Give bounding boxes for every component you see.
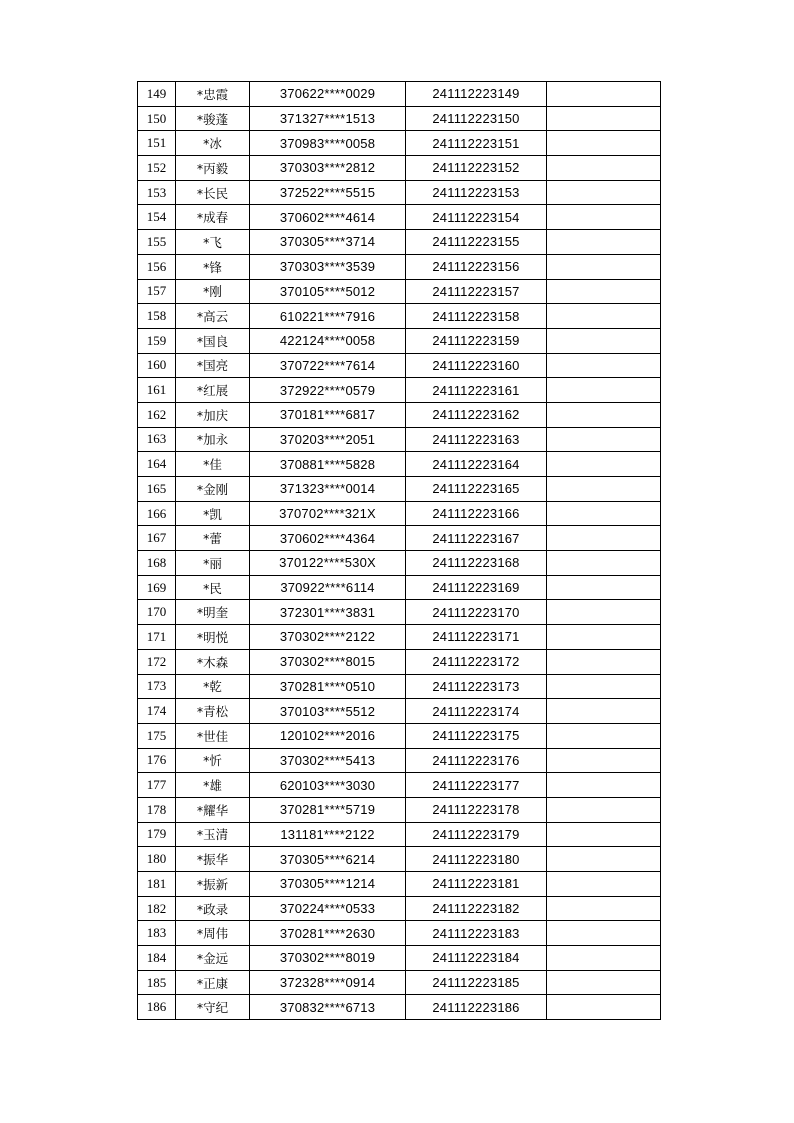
id-number-cell: 370302****8015 [250,649,406,674]
id-number-cell: 370203****2051 [250,427,406,452]
name-cell: *丙毅 [176,156,250,181]
name-cell: *明奎 [176,600,250,625]
id-number-cell: 370302****5413 [250,748,406,773]
row-number-cell: 157 [138,279,176,304]
registration-number-cell: 241112223179 [406,822,547,847]
row-number-cell: 160 [138,353,176,378]
name-cell: *加永 [176,427,250,452]
name-cell: *飞 [176,230,250,255]
remarks-cell [547,575,661,600]
id-number-cell: 372301****3831 [250,600,406,625]
registration-number-cell: 241112223160 [406,353,547,378]
table-row [138,872,661,897]
table-row [138,106,661,131]
table-row [138,575,661,600]
table-row [138,378,661,403]
id-number-cell: 370224****0533 [250,896,406,921]
table-row [138,353,661,378]
id-number-cell: 370922****6114 [250,575,406,600]
remarks-cell [547,82,661,107]
table-row [138,625,661,650]
registration-number-cell: 241112223164 [406,452,547,477]
row-number-cell: 150 [138,106,176,131]
id-number-cell: 620103****3030 [250,773,406,798]
name-cell: *忻 [176,748,250,773]
row-number-cell: 149 [138,82,176,107]
remarks-cell [547,773,661,798]
id-number-cell: 370305****1214 [250,872,406,897]
registration-number-cell: 241112223155 [406,230,547,255]
registration-number-cell: 241112223163 [406,427,547,452]
remarks-cell [547,402,661,427]
remarks-cell [547,353,661,378]
table-row [138,921,661,946]
remarks-cell [547,427,661,452]
table-row [138,82,661,107]
remarks-cell [547,847,661,872]
row-number-cell: 182 [138,896,176,921]
row-number-cell: 151 [138,131,176,156]
remarks-cell [547,452,661,477]
table-row [138,600,661,625]
name-cell: *凯 [176,501,250,526]
remarks-cell [547,921,661,946]
name-cell: *蕾 [176,526,250,551]
registration-number-cell: 241112223166 [406,501,547,526]
name-cell: *世佳 [176,723,250,748]
id-number-cell: 372522****5515 [250,180,406,205]
id-number-cell: 370303****3539 [250,254,406,279]
name-cell: *冰 [176,131,250,156]
row-number-cell: 183 [138,921,176,946]
registration-number-cell: 241112223165 [406,477,547,502]
id-number-cell: 371327****1513 [250,106,406,131]
registration-number-cell: 241112223175 [406,723,547,748]
id-number-cell: 131181****2122 [250,822,406,847]
table-row [138,649,661,674]
row-number-cell: 156 [138,254,176,279]
remarks-cell [547,946,661,971]
table-row [138,180,661,205]
registration-number-cell: 241112223172 [406,649,547,674]
name-cell: *丽 [176,551,250,576]
registration-number-cell: 241112223156 [406,254,547,279]
remarks-cell [547,501,661,526]
row-number-cell: 169 [138,575,176,600]
table-row [138,230,661,255]
name-cell: *金远 [176,946,250,971]
remarks-cell [547,699,661,724]
table-row [138,156,661,181]
name-cell: *周伟 [176,921,250,946]
name-cell: *成春 [176,205,250,230]
name-cell: *锋 [176,254,250,279]
id-number-cell: 370103****5512 [250,699,406,724]
registration-number-cell: 241112223161 [406,378,547,403]
id-number-cell: 120102****2016 [250,723,406,748]
registration-number-cell: 241112223151 [406,131,547,156]
row-number-cell: 155 [138,230,176,255]
remarks-cell [547,822,661,847]
table-row [138,773,661,798]
registration-number-cell: 241112223181 [406,872,547,897]
remarks-cell [547,872,661,897]
registration-number-cell: 241112223159 [406,328,547,353]
name-cell: *守纪 [176,995,250,1020]
name-cell: *政录 [176,896,250,921]
name-cell: *金刚 [176,477,250,502]
remarks-cell [547,205,661,230]
row-number-cell: 159 [138,328,176,353]
id-number-cell: 610221****7916 [250,304,406,329]
name-cell: *忠霞 [176,82,250,107]
row-number-cell: 166 [138,501,176,526]
row-number-cell: 173 [138,674,176,699]
table-row [138,526,661,551]
table-row [138,822,661,847]
registration-number-cell: 241112223178 [406,797,547,822]
table-row [138,501,661,526]
name-cell: *刚 [176,279,250,304]
remarks-cell [547,649,661,674]
row-number-cell: 174 [138,699,176,724]
remarks-cell [547,106,661,131]
table-row [138,674,661,699]
name-cell: *加庆 [176,402,250,427]
name-cell: *骏蓬 [176,106,250,131]
id-number-cell: 370181****6817 [250,402,406,427]
registration-number-cell: 241112223185 [406,970,547,995]
row-number-cell: 175 [138,723,176,748]
registration-number-cell: 241112223169 [406,575,547,600]
row-number-cell: 172 [138,649,176,674]
table-row [138,254,661,279]
name-cell: *振新 [176,872,250,897]
name-cell: *耀华 [176,797,250,822]
row-number-cell: 180 [138,847,176,872]
registration-number-cell: 241112223157 [406,279,547,304]
table-row [138,205,661,230]
id-number-cell: 370881****5828 [250,452,406,477]
remarks-cell [547,131,661,156]
registration-number-cell: 241112223183 [406,921,547,946]
registration-number-cell: 241112223184 [406,946,547,971]
table-row [138,995,661,1020]
table-row [138,477,661,502]
table-row [138,797,661,822]
name-cell: *国亮 [176,353,250,378]
table-row [138,847,661,872]
table-row [138,279,661,304]
remarks-cell [547,180,661,205]
table-row [138,723,661,748]
table-row [138,304,661,329]
remarks-cell [547,797,661,822]
table-row [138,896,661,921]
id-number-cell: 370602****4614 [250,205,406,230]
row-number-cell: 163 [138,427,176,452]
id-number-cell: 370983****0058 [250,131,406,156]
id-number-cell: 370302****2122 [250,625,406,650]
registration-number-cell: 241112223182 [406,896,547,921]
table-row [138,131,661,156]
roster-table [137,81,661,1020]
remarks-cell [547,328,661,353]
name-cell: *正康 [176,970,250,995]
registration-number-cell: 241112223176 [406,748,547,773]
remarks-cell [547,674,661,699]
id-number-cell: 370722****7614 [250,353,406,378]
row-number-cell: 177 [138,773,176,798]
id-number-cell: 370305****3714 [250,230,406,255]
remarks-cell [547,526,661,551]
row-number-cell: 179 [138,822,176,847]
name-cell: *玉清 [176,822,250,847]
remarks-cell [547,279,661,304]
id-number-cell: 370281****0510 [250,674,406,699]
row-number-cell: 161 [138,378,176,403]
remarks-cell [547,723,661,748]
table-row [138,402,661,427]
id-number-cell: 370281****5719 [250,797,406,822]
row-number-cell: 153 [138,180,176,205]
table-row [138,551,661,576]
remarks-cell [547,896,661,921]
name-cell: *明悦 [176,625,250,650]
remarks-cell [547,477,661,502]
registration-number-cell: 241112223168 [406,551,547,576]
table-row [138,699,661,724]
remarks-cell [547,156,661,181]
row-number-cell: 184 [138,946,176,971]
name-cell: *青松 [176,699,250,724]
registration-number-cell: 241112223186 [406,995,547,1020]
registration-number-cell: 241112223167 [406,526,547,551]
name-cell: *木森 [176,649,250,674]
remarks-cell [547,600,661,625]
registration-number-cell: 241112223158 [406,304,547,329]
name-cell: *国良 [176,328,250,353]
remarks-cell [547,748,661,773]
row-number-cell: 170 [138,600,176,625]
row-number-cell: 167 [138,526,176,551]
remarks-cell [547,254,661,279]
row-number-cell: 152 [138,156,176,181]
remarks-cell [547,551,661,576]
id-number-cell: 371323****0014 [250,477,406,502]
id-number-cell: 370602****4364 [250,526,406,551]
table-row [138,328,661,353]
registration-number-cell: 241112223162 [406,402,547,427]
name-cell: *民 [176,575,250,600]
remarks-cell [547,970,661,995]
table-row [138,452,661,477]
table-row [138,748,661,773]
table-row [138,970,661,995]
id-number-cell: 372328****0914 [250,970,406,995]
registration-number-cell: 241112223153 [406,180,547,205]
id-number-cell: 370305****6214 [250,847,406,872]
id-number-cell: 422124****0058 [250,328,406,353]
row-number-cell: 168 [138,551,176,576]
id-number-cell: 370105****5012 [250,279,406,304]
id-number-cell: 370832****6713 [250,995,406,1020]
row-number-cell: 165 [138,477,176,502]
remarks-cell [547,995,661,1020]
row-number-cell: 154 [138,205,176,230]
row-number-cell: 178 [138,797,176,822]
name-cell: *高云 [176,304,250,329]
roster-table-body [138,82,661,1020]
name-cell: *佳 [176,452,250,477]
row-number-cell: 162 [138,402,176,427]
name-cell: *振华 [176,847,250,872]
id-number-cell: 370702****321X [250,501,406,526]
registration-number-cell: 241112223174 [406,699,547,724]
row-number-cell: 176 [138,748,176,773]
registration-number-cell: 241112223180 [406,847,547,872]
row-number-cell: 171 [138,625,176,650]
id-number-cell: 372922****0579 [250,378,406,403]
table-row [138,946,661,971]
name-cell: *雄 [176,773,250,798]
row-number-cell: 164 [138,452,176,477]
registration-number-cell: 241112223177 [406,773,547,798]
registration-number-cell: 241112223152 [406,156,547,181]
registration-number-cell: 241112223173 [406,674,547,699]
registration-number-cell: 241112223150 [406,106,547,131]
row-number-cell: 186 [138,995,176,1020]
id-number-cell: 370302****8019 [250,946,406,971]
table-row [138,427,661,452]
name-cell: *长民 [176,180,250,205]
remarks-cell [547,378,661,403]
registration-number-cell: 241112223149 [406,82,547,107]
remarks-cell [547,625,661,650]
remarks-cell [547,230,661,255]
row-number-cell: 158 [138,304,176,329]
row-number-cell: 185 [138,970,176,995]
id-number-cell: 370622****0029 [250,82,406,107]
registration-number-cell: 241112223171 [406,625,547,650]
registration-number-cell: 241112223170 [406,600,547,625]
name-cell: *乾 [176,674,250,699]
id-number-cell: 370303****2812 [250,156,406,181]
id-number-cell: 370281****2630 [250,921,406,946]
id-number-cell: 370122****530X [250,551,406,576]
remarks-cell [547,304,661,329]
name-cell: *红展 [176,378,250,403]
registration-number-cell: 241112223154 [406,205,547,230]
row-number-cell: 181 [138,872,176,897]
